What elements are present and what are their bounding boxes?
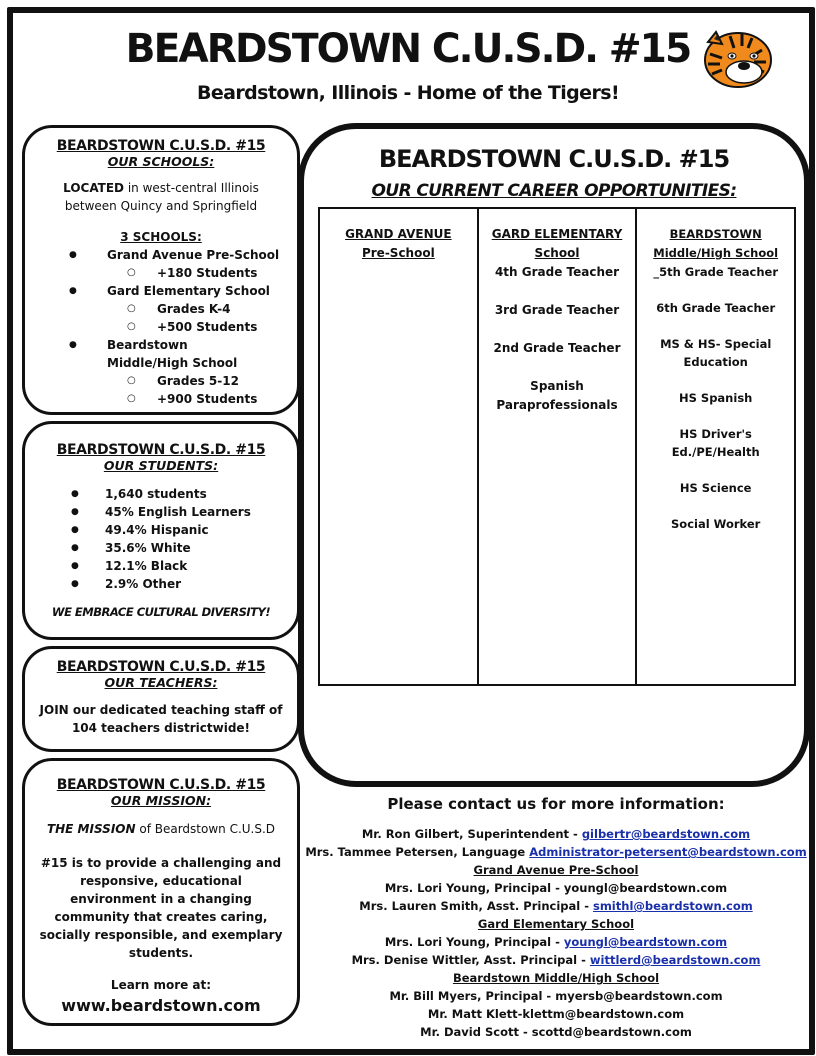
careers-panel xyxy=(298,123,810,787)
email-link[interactable]: wittlerd@beardstown.com xyxy=(589,953,761,967)
mission-text: #15 is to provide a challenging and responsive, educational environment in a changing community that creates caring, socially responsible, and exemplary students. xyxy=(39,856,283,960)
job-item: Social Worker xyxy=(671,517,761,531)
mission-intro xyxy=(35,820,287,838)
column-heading: GRAND AVENUE xyxy=(345,227,452,241)
list-item: ● 49.4% Hispanic xyxy=(39,521,283,539)
careers-title: BEARDSTOWN C.U.S.D. #15 xyxy=(378,145,730,173)
email-link[interactable]: youngl@beardstown.com xyxy=(563,935,728,949)
contact-text: Mrs. Lauren Smith, Asst. Principal - xyxy=(359,899,593,913)
contact-line xyxy=(300,951,812,969)
column-heading: School xyxy=(534,246,580,260)
contact-text: Mrs. Tammee Petersen, Language xyxy=(305,845,530,859)
job-item: Spanish Paraprofessionals xyxy=(496,379,618,412)
contact-section-heading: Grand Avenue Pre-School xyxy=(473,863,639,877)
column-heading: Middle/High School xyxy=(653,246,779,260)
list-item: ○ Grades K-4 xyxy=(39,300,283,318)
contact-line xyxy=(300,843,812,861)
email-link[interactable]: smithl@beardstown.com xyxy=(592,899,753,913)
schools-count-heading: 3 SCHOOLS: xyxy=(120,230,202,244)
job-item: 4th Grade Teacher xyxy=(494,265,620,279)
list-item: ● Grand Avenue Pre-School xyxy=(39,246,283,264)
schools-card xyxy=(22,125,300,415)
contact-text: Mrs. Denise Wittler, Asst. Principal - xyxy=(351,953,590,967)
column-gard-elementary xyxy=(479,209,638,684)
job-item: HS Driver's Ed./PE/Health xyxy=(671,427,760,459)
page-subtitle: Beardstown, Illinois - Home of the Tigers! xyxy=(196,82,620,104)
list-item: ○ +180 Students xyxy=(39,264,283,282)
mission-bold: THE MISSION xyxy=(46,822,136,836)
list-item: ○ +900 Students xyxy=(39,390,283,408)
list-item: ● 12.1% Black xyxy=(39,557,283,575)
list-item: ● Gard Elementary School xyxy=(39,282,283,300)
teachers-card-subtitle: OUR TEACHERS: xyxy=(104,675,218,690)
teachers-join-text xyxy=(39,701,283,719)
contact-line: Mr. Bill Myers, Principal - myersb@beardstown.com xyxy=(389,989,723,1003)
teacher-count: 104 teachers districtwide! xyxy=(71,721,251,735)
list-item: ○ +500 Students xyxy=(39,318,283,336)
contact-section-heading: Beardstown Middle/High School xyxy=(452,971,660,985)
students-card-subtitle: OUR STUDENTS: xyxy=(103,458,219,473)
location-detail: in west-central Illinois between Quincy and Springfield xyxy=(64,181,259,213)
job-item: 2nd Grade Teacher xyxy=(493,341,621,355)
tiger-head-icon xyxy=(700,28,776,90)
page-title: BEARDSTOWN C.U.S.D. #15 xyxy=(125,26,691,72)
contact-text: Mrs. Lori Young, Principal - xyxy=(384,935,564,949)
list-item: ● 45% English Learners xyxy=(39,503,283,521)
column-beardstown-mhs xyxy=(637,209,794,684)
job-item: MS & HS- Special Education xyxy=(660,337,772,369)
join-bold: JOIN xyxy=(39,703,69,717)
website-link[interactable]: www.beardstown.com xyxy=(61,996,261,1015)
schools-card-title: BEARDSTOWN C.U.S.D. #15 xyxy=(56,138,266,154)
students-stats-list xyxy=(39,485,283,593)
mission-line1: of Beardstown C.U.S.D xyxy=(135,822,276,836)
mission-card-title: BEARDSTOWN C.U.S.D. #15 xyxy=(56,777,266,793)
diversity-tagline: WE EMBRACE CULTURAL DIVERSITY! xyxy=(51,605,271,619)
teachers-card-title: BEARDSTOWN C.U.S.D. #15 xyxy=(56,659,266,675)
column-heading: BEARDSTOWN xyxy=(669,227,762,241)
list-item: ● 1,640 students xyxy=(39,485,283,503)
students-card xyxy=(22,421,300,640)
column-heading: Pre-School xyxy=(361,246,435,260)
careers-table xyxy=(318,207,796,686)
students-card-title: BEARDSTOWN C.U.S.D. #15 xyxy=(56,442,266,458)
learn-more-label: Learn more at: xyxy=(110,978,212,992)
list-item: ○ Grades 5-12 xyxy=(39,372,283,390)
contact-line xyxy=(300,825,812,843)
careers-subtitle: OUR CURRENT CAREER OPPORTUNITIES: xyxy=(371,181,737,201)
email-link[interactable]: gilbertr@beardstown.com xyxy=(581,827,751,841)
contact-line: Mr. David Scott - scottd@beardstown.com xyxy=(420,1025,692,1039)
teachers-card xyxy=(22,646,300,752)
job-item: HS Spanish xyxy=(679,391,753,405)
mission-card-subtitle: OUR MISSION: xyxy=(110,793,212,808)
contact-heading: Please contact us for more information: xyxy=(387,795,725,813)
location-bold: LOCATED xyxy=(63,181,125,195)
column-heading: GARD ELEMENTARY xyxy=(491,227,623,241)
job-item: HS Science xyxy=(679,481,752,495)
email-link[interactable]: Administrator-petersent@beardstown.com xyxy=(529,845,807,859)
contact-section-heading: Gard Elementary School xyxy=(477,917,635,931)
contact-text: Mr. Ron Gilbert, Superintendent - xyxy=(361,827,582,841)
contact-line: Mrs. Lori Young, Principal - youngl@beardstown.com xyxy=(384,881,728,895)
contact-line xyxy=(300,897,812,915)
contact-line xyxy=(300,933,812,951)
contact-line: Mr. Matt Klett-klettm@beardstown.com xyxy=(427,1007,685,1021)
list-item: ● 2.9% Other xyxy=(39,575,283,593)
list-item: ● Beardstown Middle/High School xyxy=(39,336,283,372)
schools-card-subtitle: OUR SCHOOLS: xyxy=(107,154,215,169)
list-item: ● 35.6% White xyxy=(39,539,283,557)
join-detail: our dedicated teaching staff of xyxy=(68,703,283,717)
location-text xyxy=(39,179,283,215)
column-grand-avenue xyxy=(320,209,479,684)
schools-list xyxy=(39,246,283,408)
job-item: 3rd Grade Teacher xyxy=(494,303,620,317)
job-item: _5th Grade Teacher xyxy=(653,265,779,279)
mission-card xyxy=(22,758,300,1026)
job-item: 6th Grade Teacher xyxy=(656,301,776,315)
